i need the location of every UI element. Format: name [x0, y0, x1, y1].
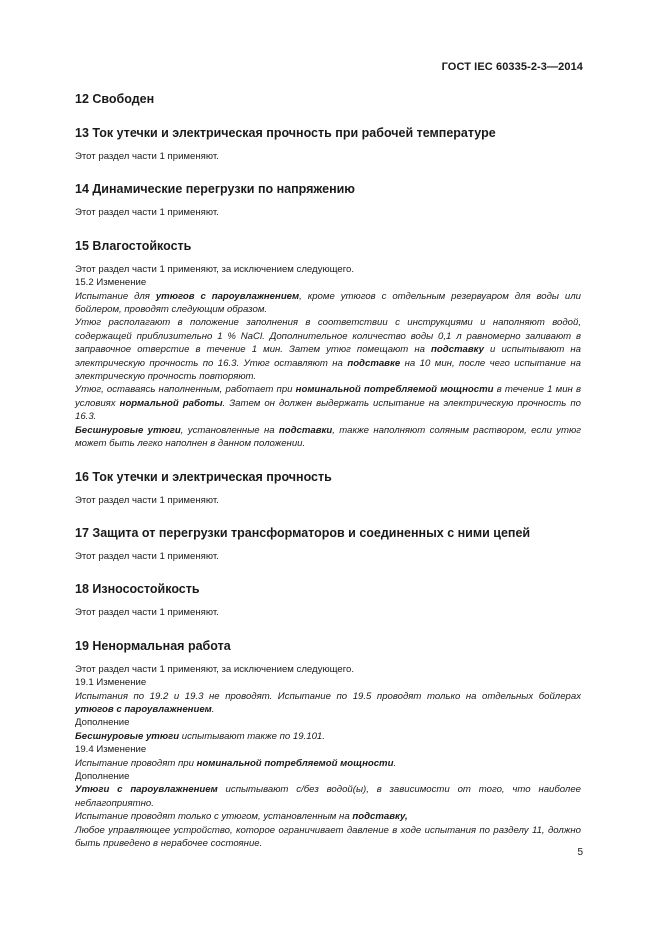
- defined-term: подставку,: [352, 811, 408, 823]
- text-run: .: [393, 757, 397, 769]
- defined-term: Утюги с пароувлажнением: [75, 784, 218, 796]
- section-s12: [75, 92, 581, 107]
- text-run: 15.2 Изменение: [75, 277, 147, 289]
- text-run: .: [211, 703, 215, 715]
- test-requirement-paragraph: [75, 690, 581, 717]
- text-run: Утюг располагают в положение заполнения в соответствии с инструкциями и наполняют водой, содержащей приблизительно 1 % NaCl. Дополнительное количество воды 0,1 л равномерно заливают в заправочное отверстие в течение 1 мин. Затем утюг помещают на: [75, 317, 581, 356]
- test-requirement-paragraph: [75, 783, 581, 810]
- text-run: Этот раздел части 1 применяют.: [75, 607, 219, 619]
- section-title: 16 Ток утечки и электрическая прочность: [75, 469, 332, 484]
- section-title: 13 Ток утечки и электрическая прочность при рабочей температуре: [75, 126, 496, 140]
- body-paragraph: [75, 550, 581, 563]
- body-paragraph: [75, 663, 581, 676]
- text-run: , установленные на: [180, 424, 279, 436]
- body-paragraph: [75, 494, 581, 507]
- defined-term: подставки: [278, 424, 333, 436]
- text-run: Этот раздел части 1 применяют.: [75, 151, 219, 162]
- defined-term: подставке: [347, 357, 401, 369]
- document-body: [75, 92, 581, 850]
- page-number: 5: [577, 847, 583, 858]
- text-run: Этот раздел части 1 применяют.: [75, 207, 219, 219]
- text-run: Любое управляющее устройство, которое ограничивает давление в ходе испытания по разделу 11, должно быть приведено в нерабочее состояние.: [75, 824, 581, 849]
- defined-term: утюгов с пароувлажнением: [75, 703, 212, 715]
- defined-term: номинальной потребляемой мощности: [295, 384, 494, 396]
- section-title: 17 Защита от перегрузки трансформаторов и соединенных с ними цепей: [75, 525, 531, 540]
- defined-term: нормальной работы: [119, 397, 223, 409]
- test-requirement-paragraph: [75, 824, 581, 851]
- defined-term: подставку: [431, 344, 484, 356]
- text-run: Испытание проводят при: [75, 757, 197, 769]
- section-title: 14 Динамические перегрузки по напряжению: [75, 182, 355, 197]
- defined-term: номинальной потребляемой мощности: [196, 757, 394, 769]
- text-run: Этот раздел части 1 применяют.: [75, 494, 219, 506]
- body-paragraph: [75, 263, 581, 276]
- test-requirement-paragraph: [75, 730, 581, 743]
- test-requirement-paragraph: [75, 383, 581, 423]
- body-paragraph: [75, 150, 581, 163]
- section-s16: [75, 470, 581, 507]
- section-s13: [75, 126, 581, 163]
- test-requirement-paragraph: [75, 424, 581, 451]
- text-run: , кроме утюгов с отдельным резервуаром для воды или бойлером, проводят следующим образом.: [75, 290, 581, 316]
- defined-term: Бесшнуровые утюги: [75, 730, 180, 742]
- section-s15: [75, 239, 581, 451]
- section-title: 18 Износостойкость: [75, 582, 200, 597]
- section-s17: [75, 526, 581, 563]
- text-run: Этот раздел части 1 применяют.: [75, 550, 219, 562]
- text-run: на 10 мин, после чего испытание на электрическую прочность повторяют.: [75, 357, 581, 383]
- test-requirement-paragraph: [75, 810, 581, 823]
- section-s14: [75, 182, 581, 219]
- body-paragraph: [75, 716, 581, 729]
- text-run: Испытание для: [75, 290, 156, 302]
- body-paragraph: [75, 606, 581, 619]
- defined-term: утюгов с пароувлажнением: [155, 290, 300, 302]
- text-run: и испытывают на электрическую прочность по 16.3. Утюг оставляют на: [75, 344, 581, 369]
- text-run: . Затем он должен выдержать испытание на электрическую прочность по 16.3.: [75, 397, 581, 423]
- defined-term: Бесшнуровые утюги: [75, 424, 181, 436]
- body-paragraph: [75, 276, 581, 289]
- test-requirement-paragraph: [75, 316, 581, 383]
- body-paragraph: [75, 676, 581, 689]
- section-s19: [75, 639, 581, 851]
- test-requirement-paragraph: [75, 757, 581, 770]
- section-title: 12 Свободен: [75, 92, 155, 106]
- body-paragraph: [75, 206, 581, 219]
- text-run: Утюг, оставаясь наполненным, работает при: [75, 384, 296, 396]
- text-run: 19.1 Изменение: [75, 677, 147, 689]
- text-run: Этот раздел части 1 применяют, за исключением следующего.: [75, 263, 355, 275]
- section-title: 19 Ненормальная работа: [75, 638, 231, 653]
- text-run: Дополнение: [75, 770, 130, 782]
- section-s18: [75, 582, 581, 619]
- standard-designation: ГОСТ IEC 60335-2-3—2014: [441, 61, 583, 73]
- text-run: в течение 1 мин в условиях: [75, 384, 581, 409]
- text-run: испытывают также по 19.101.: [179, 730, 325, 742]
- body-paragraph: [75, 743, 581, 756]
- text-run: Испытание проводят только с утюгом, установленным на: [75, 811, 353, 823]
- text-run: Дополнение: [75, 717, 130, 729]
- section-title: 15 Влагостойкость: [75, 238, 192, 253]
- text-run: Этот раздел части 1 применяют, за исключением следующего.: [75, 663, 355, 675]
- text-run: 19.4 Изменение: [75, 744, 147, 756]
- test-requirement-paragraph: [75, 290, 581, 317]
- body-paragraph: [75, 770, 581, 783]
- text-run: , также наполняют соляным раствором, если утюг может быть легко наполнен в данном положении.: [75, 424, 581, 450]
- text-run: испытывают с/без водой(ы), в зависимости от того, что наиболее неблагоприятно.: [75, 784, 581, 809]
- text-run: Испытания по 19.2 и 19.3 не проводят. Испытание по 19.5 проводят только на отдельных бойлерах: [75, 690, 581, 702]
